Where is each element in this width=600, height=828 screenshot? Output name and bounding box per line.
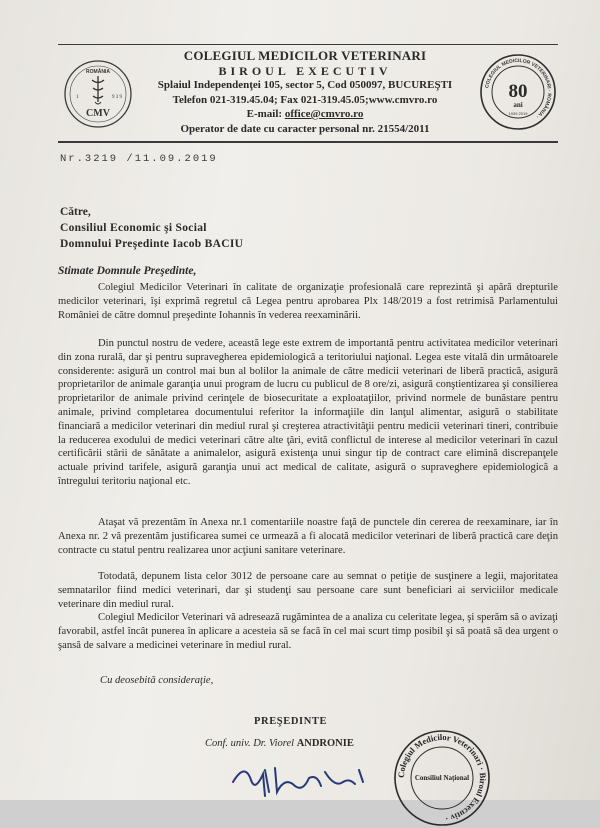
email-link[interactable]: office@cmvro.ro <box>284 108 364 120</box>
header-top-rule <box>58 44 558 45</box>
logo-right-ring-text: COLEGIUL MEDICILOR VETERINARI · ROMÂNIA · <box>484 57 553 120</box>
registration-number: Nr.3219 /11.09.2019 <box>60 153 218 165</box>
logo-left-year-mid: 9 3 9 <box>112 95 122 100</box>
body-paragraph-2 <box>58 337 558 489</box>
salutation: Stimate Domnule Preşedinte, <box>58 265 197 277</box>
org-name: COLEGIUL MEDICILOR VETERINARI <box>183 48 427 63</box>
stamp-ring-text: Colegiul Medicilor Veterinari · Biroul Executiv · <box>395 731 489 824</box>
paragraph: Din punctul nostru de vedere, această lege este extrem de importantă pentru activitatea medicilor veterinari din zona rurală, dar şi pentru supravegherea epidemiologică a teritoriului naţional. Legea este vitală din următoarele considerente: asigură un control mai bun al bolilor la animale de către medicii veterinari de liberă practică, asigură proprietarilor de animale garanţia unui program de lucru cu publicul de 8 ore/zi, asigură conştientizarea şi consilierea proprietarilor de animale privind cerinţele de biosecuritate a exploataţiilor, privind normele de bunăstare pentru animale, privind completarea documentului referitor la informaţiile din lanţul alimentar, asigură o stabilitate financiară a medicilor veterinari din mediul rural şi creşterea atractivităţii pentru medicii veterinari tineri, contribuie la reducerea exodului de medici veterinari către alte ţări, evită conflictul de interese al medicilor veterinari în cazul certificării stării de sănătate a animalelor, asigură existenţa unui singur tip de contract care elimină discrepanţele actuale privind tarifele, asigură garanţia unui act medical de calitate, asigură o supraveghere epidemiologică a întregului teritoriu naţional etc. <box>58 338 558 487</box>
body-paragraph-5 <box>58 611 558 652</box>
closing-phrase: Cu deosebită consideraţie, <box>100 675 214 686</box>
anniversary-unit: ani <box>513 101 523 109</box>
logo-left-year-start: 1 <box>76 95 79 100</box>
signer-rank: Conf. univ. Dr. Viorel <box>205 738 295 749</box>
recipient-block <box>60 204 243 252</box>
signer-title: PREŞEDINTE <box>254 716 328 727</box>
recipient-person: Domnului Preşedinte Iacob BACIU <box>60 238 244 250</box>
paragraph: Colegiul Medicilor Veterinari în calitate de organizaţie profesională care reprezintă şi apără drepturile medicilor veterinari, îşi exprimă regretul că Legea pentru aprobarea Plx 148/2019 a fost retrimisă Parlamentului României de către domnul preşedinte Iohannis în vederea reexaminării. <box>58 282 558 321</box>
header-bottom-rule <box>58 141 558 143</box>
signer-surname: ANDRONIE <box>296 738 354 749</box>
anniversary-80-logo <box>478 52 558 132</box>
letterhead <box>140 49 470 136</box>
official-stamp <box>392 728 492 828</box>
body-paragraph-3 <box>58 516 558 557</box>
operator-line: Operator de date cu caracter personal nr. 21554/2011 <box>180 122 430 135</box>
cmv-logo-emblem <box>62 58 134 130</box>
handwritten-signature <box>225 752 385 800</box>
paragraph: Colegiul Medicilor Veterinari vă adresează rugămintea de a analiza cu celeritate legea, şi sperăm să o avizaţi favorabil, astfel încât punerea în aplicare a acesteia să se facă în cel mai scurt timp posibil şi să poată să dea urgent o şansă de salvare a medicinei veterinare în mediul rural. <box>58 612 558 651</box>
email-label: E-mail: <box>246 108 283 120</box>
bureau-name: BIROUL EXECUTIV <box>218 63 392 78</box>
org-address: Splaiul Independenţei 105, sector 5, Cod 050097, BUCUREŞTI <box>157 79 453 91</box>
signer-name <box>205 738 354 749</box>
org-email-line <box>140 107 470 122</box>
paragraph: Totodată, depunem lista celor 3012 de persoane care au semnat o petiţie de susţinere a legii, majoritatea semnatarilor fiind medici veterinari, dar şi studenţi sau persoane care sunt beneficiari ai serviciilor medicale veterinare din mediul rural. <box>58 571 558 610</box>
anniversary-years: 1939 2019 <box>508 111 528 116</box>
paragraph: Ataşat vă prezentăm în Anexa nr.1 comentariile noastre faţă de punctele din cererea de reexaminare, iar în Anexa nr. 2 vă prezentăm justificarea sumei ce urmează a fi alocată medicilor veterinari de liberă practică care deţin contracte cu statul pentru realizarea unor acţiuni sanitare veterinare. <box>58 517 558 556</box>
logo-left-letters: CMV <box>86 108 110 119</box>
body-paragraph-1 <box>58 281 558 322</box>
recipient-prefix: Către, <box>60 206 91 218</box>
recipient-institution: Consiliul Economic şi Social <box>60 222 207 234</box>
logo-left-top-text: ROMÂNIA <box>86 69 110 75</box>
stamp-center-text: Consiliul Naţional <box>414 774 470 782</box>
org-phone: Telefon 021-319.45.04; Fax 021-319.45.05;www.cmvro.ro <box>172 93 438 106</box>
anniversary-number: 80 <box>508 81 528 102</box>
body-paragraph-4 <box>58 570 558 611</box>
